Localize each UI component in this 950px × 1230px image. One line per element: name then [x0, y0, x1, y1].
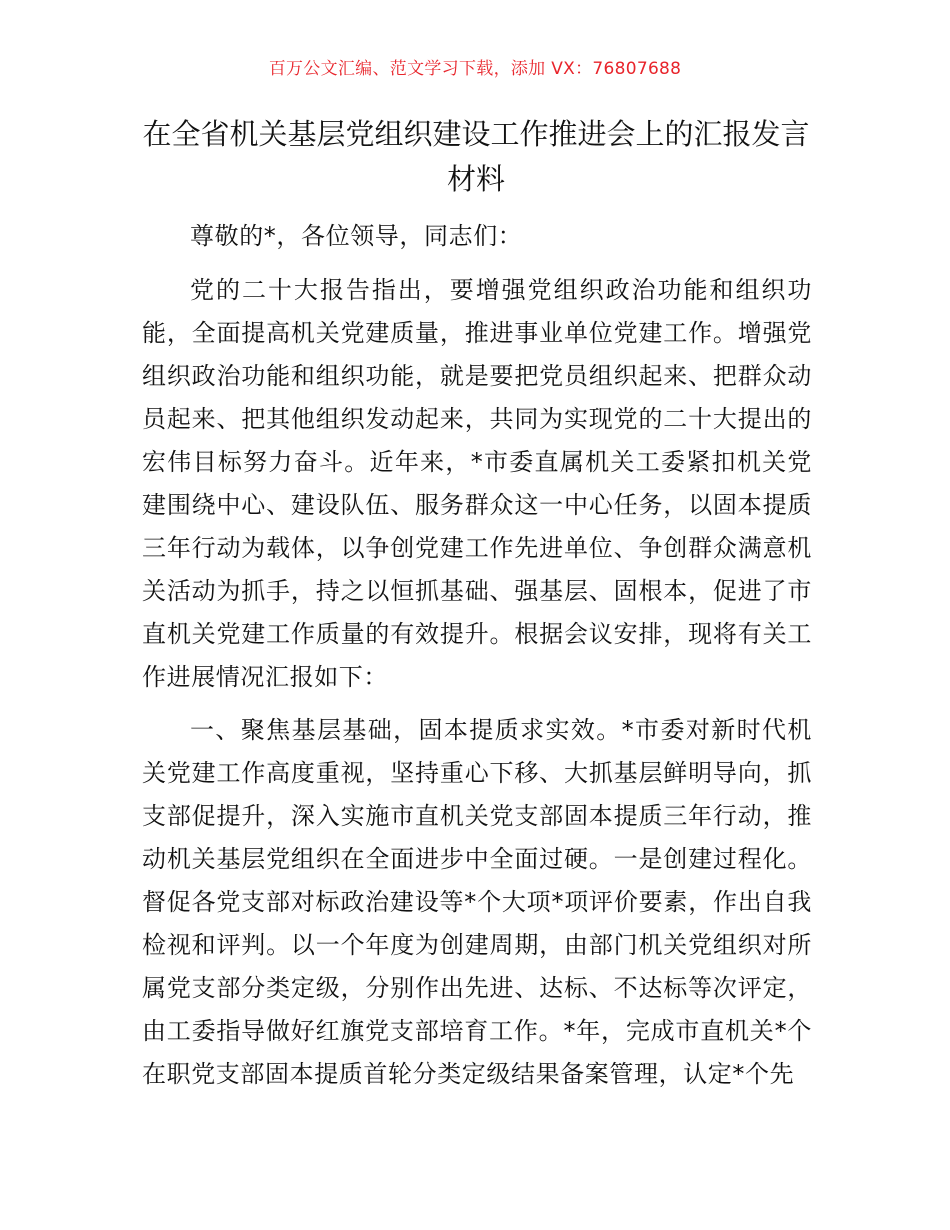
salutation-paragraph: 尊敬的*，各位领导，同志们： — [190, 222, 523, 250]
intro-paragraph: 党的二十大报告指出，要增强党组织政治功能和组织功能，全面提高机关党建质量，推进事业单位党建工作。增强党组织政治功能和组织功能，就是要把党员组织起来、把群众动员起来、把其他组织发动起来，共同为实现党的二十大提出的宏伟目标努力奋斗。近年来，*市委直属机关工委紧扣机关党建围绕中心、建设队伍、服务群众这一中心任务，以固本提质三年行动为载体，以争创党建工作先进单位、争创群众满意机关活动为抓手，持之以恒抓基础、强基层、固根本，促进了市直机关党建工作质量的有效提升。根据会议安排，现将有关工作进展情况汇报如下： — [142, 276, 812, 691]
document-body — [142, 215, 812, 1106]
watermark-header: 百万公文汇编、范文学习下载，添加 VX：76807688 — [268, 59, 682, 79]
document-title: 在全省机关基层党组织建设工作推进会上的汇报发言材料 — [142, 117, 810, 196]
section-one-paragraph: 一、聚焦基层基础，固本提质求实效。*市委对新时代机关党建工作高度重视，坚持重心下移、大抓基层鲜明导向，抓支部促提升，深入实施市直机关党支部固本提质三年行动，推动机关基层党组织在全面进步中全面过硬。一是创建过程化。督促各党支部对标政治建设等*个大项*项评价要素，作出自我检视和评判。以一个年度为创建周期，由部门机关党组织对所属党支部分类定级，分别作出先进、达标、不达标等次评定，由工委指导做好红旗党支部培育工作。*年，完成市直机关*个在职党支部固本提质首轮分类定级结果备案管理，认定*个先 — [142, 716, 812, 1088]
